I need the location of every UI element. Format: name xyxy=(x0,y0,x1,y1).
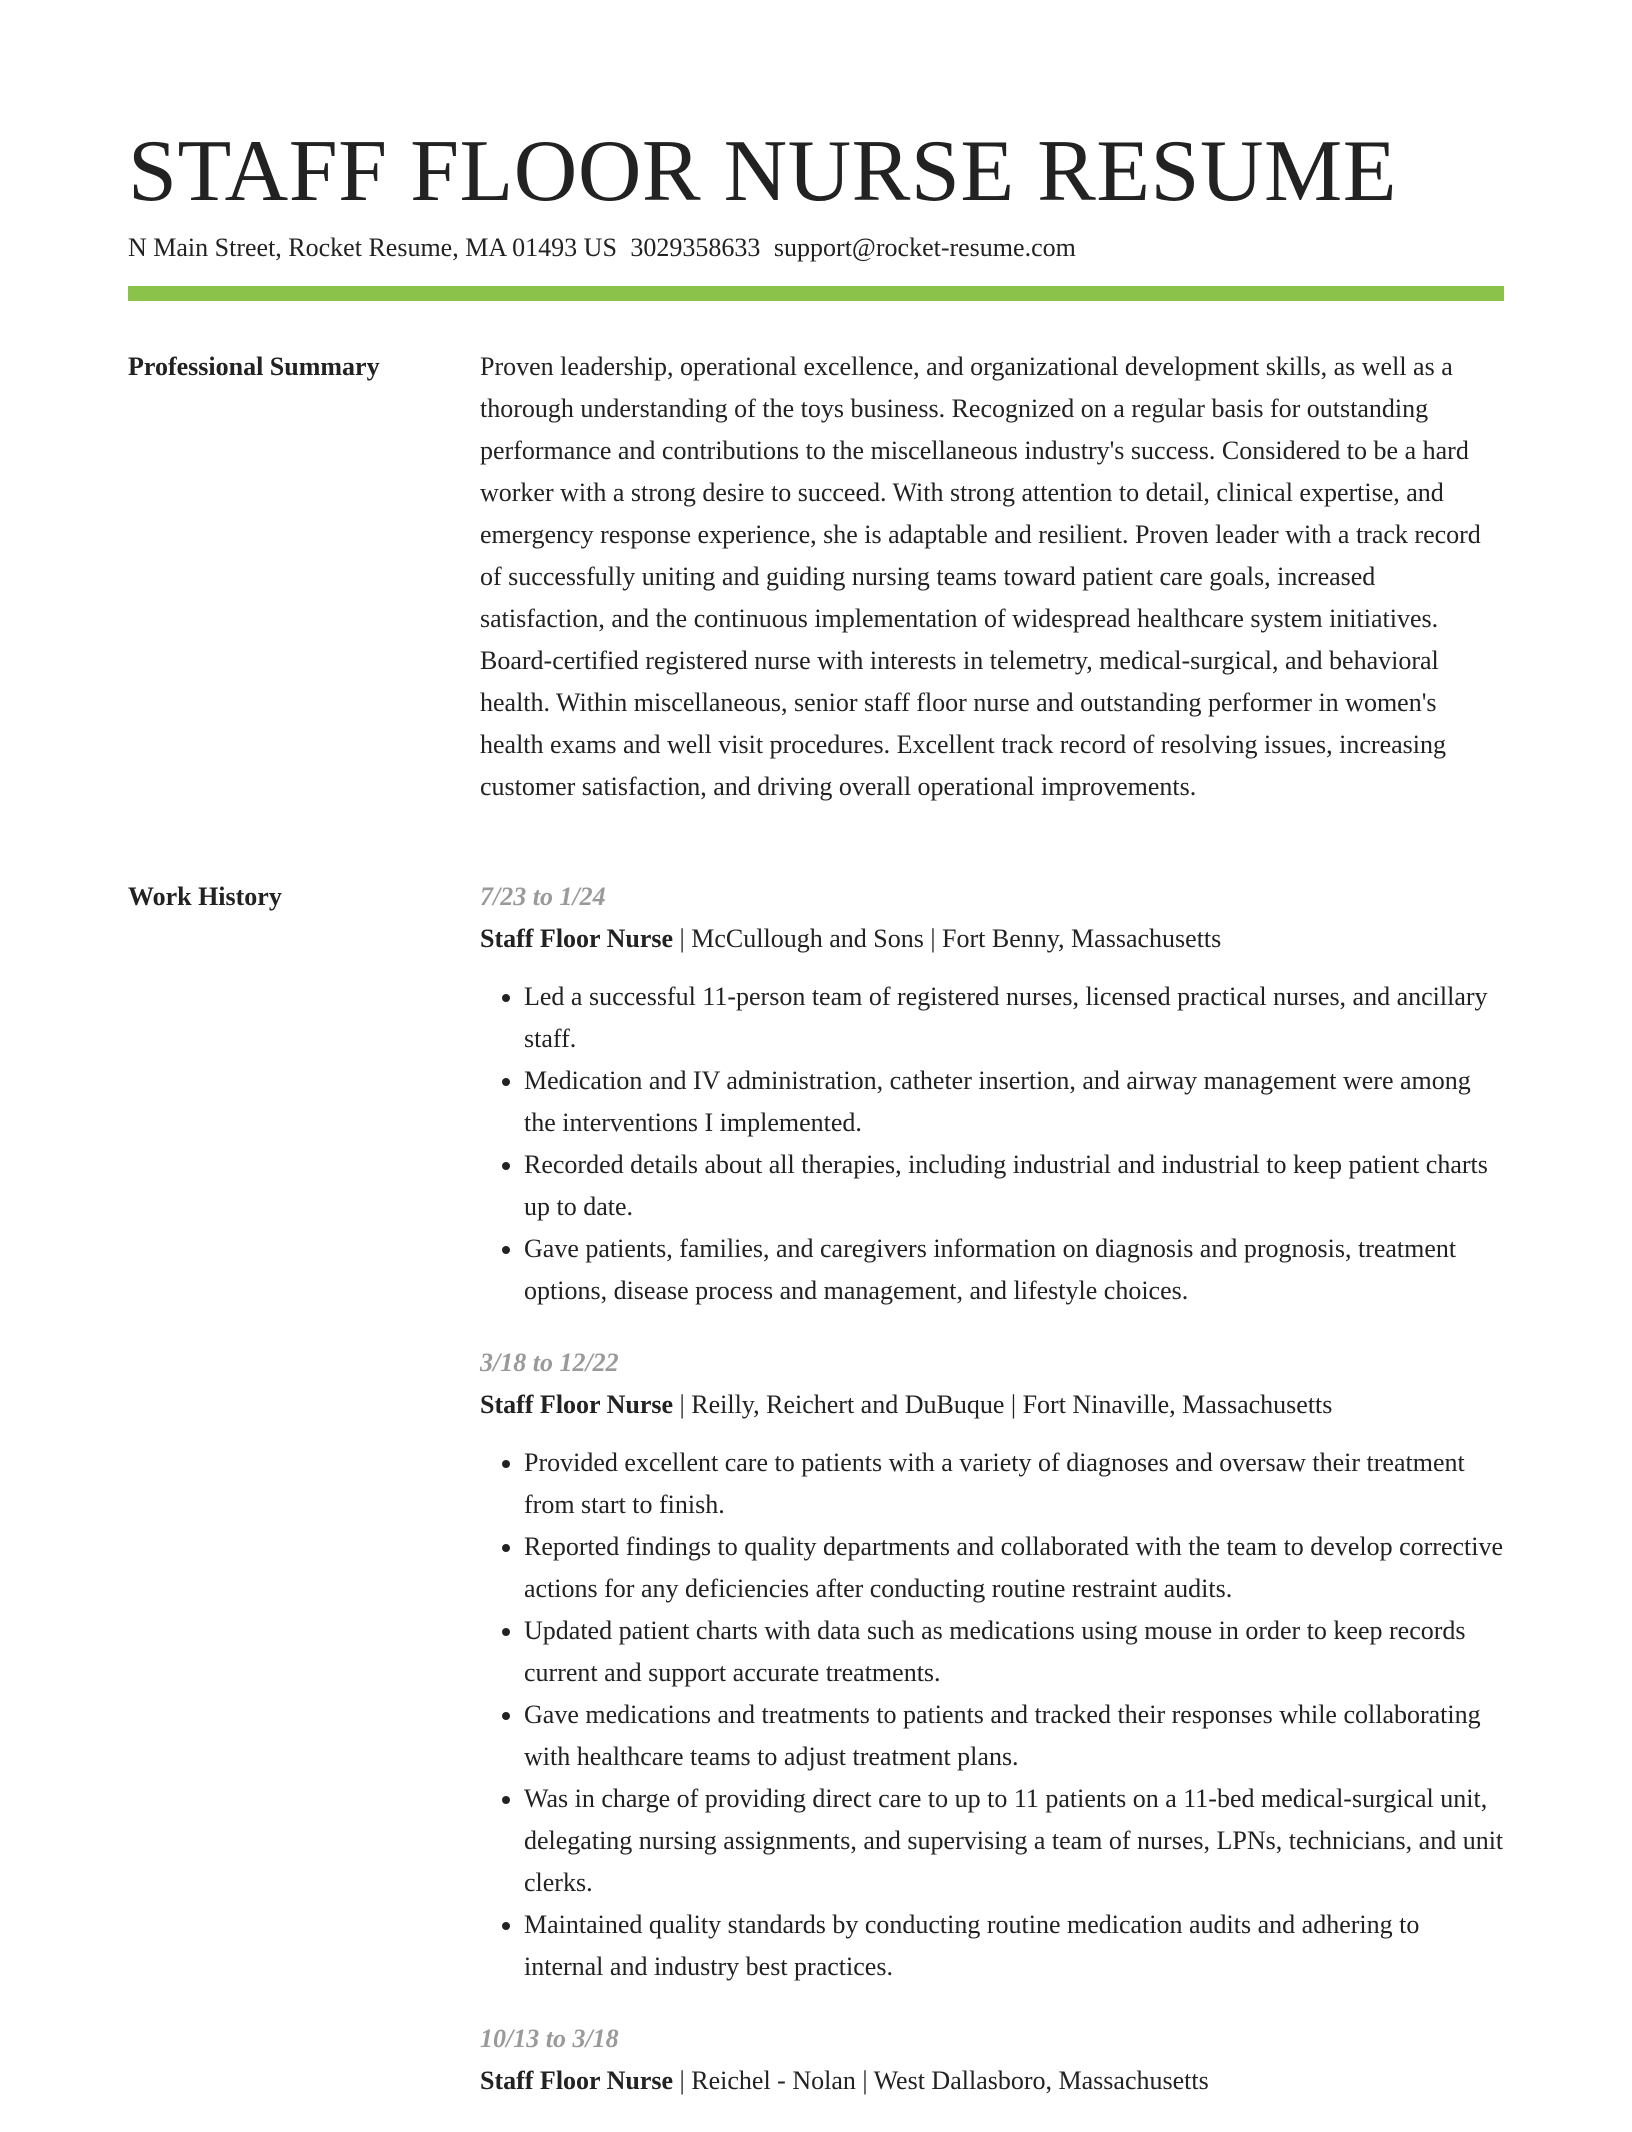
job-bullet: • Led a successful 11-person team of registered nurses, licensed practical nurses, and ancillary staff. xyxy=(524,976,1504,1060)
job-header xyxy=(480,1384,1504,1426)
contact-address: N Main Street, Rocket Resume, MA 01493 US xyxy=(128,233,617,262)
contact-phone: 3029358633 xyxy=(630,233,761,262)
contact-email: support@rocket-resume.com xyxy=(773,233,1076,262)
job-dates: 3/18 to 12/22 xyxy=(480,1348,619,1377)
professional-summary-text: Proven leadership, operational excellence, and organizational development skills, as well as a thorough understanding of the toys business. Recognized on a regular basis for outstanding performance and contributions to the miscellaneous industry's success. Considered to be a hard worker with a strong desire to succeed. With strong attention to detail, clinical expertise, and emergency response experience, she is adaptable and resilient. Proven leader with a track record of successfully uniting and guiding nursing teams toward patient care goals, increased satisfaction, and the continuous implementation of widespread healthcare system initiatives. Board-certified registered nurse with interests in telemetry, medical-surgical, and behavioral health. Within miscellaneous, senior staff floor nurse and outstanding performer in women's health exams and well visit procedures. Excellent track record of resolving issues, increasing customer satisfaction, and driving overall operational improvements. xyxy=(480,352,1481,801)
job-dates: 7/23 to 1/24 xyxy=(480,882,606,911)
job-entry xyxy=(480,1342,1504,1988)
job-bullet: • Recorded details about all therapies, including industrial and industrial to keep patient charts up to date. xyxy=(524,1144,1504,1228)
job-entry xyxy=(480,2018,1504,2102)
job-bullet: • Was in charge of providing direct care to up to 11 patients on a 11-bed medical-surgical unit, delegating nursing assignments, and supervising a team of nurses, LPNs, technicians, and unit clerks. xyxy=(524,1778,1504,1904)
job-bullet: • Reported findings to quality departments and collaborated with the team to develop corrective actions for any deficiencies after conducting routine restraint audits. xyxy=(524,1526,1504,1610)
job-bullet: • Gave medications and treatments to patients and tracked their responses while collaborating with healthcare teams to adjust treatment plans. xyxy=(524,1694,1504,1778)
job-employer-location: | Reilly, Reichert and DuBuque | Fort Ninaville, Massachusetts xyxy=(673,1390,1333,1419)
job-employer-location: | Reichel - Nolan | West Dallasboro, Massachusetts xyxy=(673,2066,1209,2095)
job-bullet: • Medication and IV administration, catheter insertion, and airway management were among the interventions I implemented. xyxy=(524,1060,1504,1144)
job-bullet: • Provided excellent care to patients with a variety of diagnoses and oversaw their treatment from start to finish. xyxy=(524,1442,1504,1526)
job-header xyxy=(480,918,1504,960)
job-bullet: • Updated patient charts with data such as medications using mouse in order to keep records current and support accurate treatments. xyxy=(524,1610,1504,1694)
job-title: Staff Floor Nurse xyxy=(480,2066,674,2095)
professional-summary-content xyxy=(480,346,1504,808)
job-dates: 10/13 to 3/18 xyxy=(480,2024,619,2053)
work-history-content xyxy=(480,876,1504,2132)
header-divider xyxy=(128,286,1504,301)
job-entry xyxy=(480,876,1504,1312)
job-bullets xyxy=(480,1442,1504,1988)
work-history-heading: Work History xyxy=(128,882,282,911)
job-title: Staff Floor Nurse xyxy=(480,1390,674,1419)
job-header xyxy=(480,2060,1504,2102)
resume-title: STAFF FLOOR NURSE RESUME xyxy=(128,123,1398,220)
job-bullet: • Maintained quality standards by conducting routine medication audits and adhering to internal and industry best practices. xyxy=(524,1904,1504,1988)
job-bullets xyxy=(480,976,1504,1312)
job-title: Staff Floor Nurse xyxy=(480,924,674,953)
professional-summary-heading: Professional Summary xyxy=(128,352,380,381)
job-bullet: • Gave patients, families, and caregivers information on diagnosis and prognosis, treatment options, disease process and management, and lifestyle choices. xyxy=(524,1228,1504,1312)
contact-info xyxy=(128,230,1076,266)
job-employer-location: | McCullough and Sons | Fort Benny, Massachusetts xyxy=(673,924,1222,953)
